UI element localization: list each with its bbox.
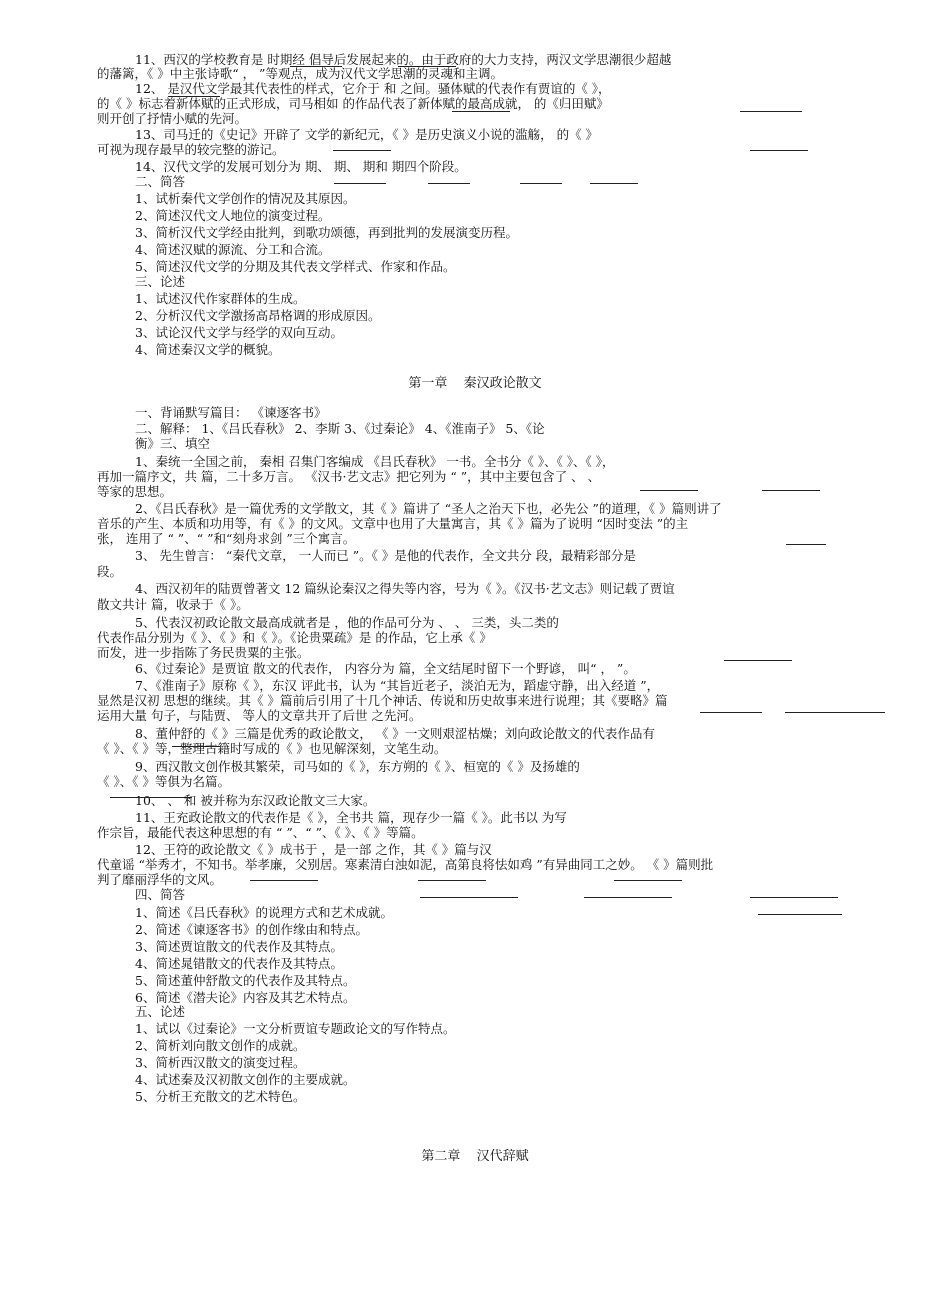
text-line: 等家的思想。 xyxy=(97,484,173,499)
text-line: 3、 先生曾言： “秦代文章， 一人而已 ”。《 》是他的代表作，全文共分 段，最精彩部分是 xyxy=(135,548,636,563)
fill-blank xyxy=(740,111,802,112)
text-line: 3、简析西汉散文的演变过程。 xyxy=(135,1055,306,1070)
text-line: 3、试论汉代文学与经学的双向互动。 xyxy=(135,325,343,340)
text-line: 2、简述汉代文人地位的演变过程。 xyxy=(135,208,331,223)
text-line: 5、代表汉初政论散文最高成就者是 ，他的作品可分为 、 、 三类，头二类的 xyxy=(135,615,559,630)
fill-blank xyxy=(110,797,192,798)
text-line: 1、试析秦代文学创作的情况及其原因。 xyxy=(135,191,356,206)
text-line: 《 》、《 》等，整理古籍时写成的《 》也见解深刻，文笔生动。 xyxy=(97,741,447,756)
text-line: 1、试以《过秦论》一文分析贾谊专题政论文的写作特点。 xyxy=(135,1021,456,1036)
text-line: 段。 xyxy=(97,564,123,579)
text-line: 4、试述秦及汉初散文创作的主要成就。 xyxy=(135,1072,356,1087)
section-heading: 五、论述 xyxy=(135,1004,186,1019)
text-line: 代表作品分别为《 》、《 》和《 》。《论贵粟疏》是 的作品，它上承《 》 xyxy=(97,630,492,645)
text-line: 再加一篇序文，共 篇，二十多万言。 《汉书·艺文志》把它列为 “ ”，其中主要包含了 、 、 xyxy=(97,469,601,484)
text-line: 9、西汉散文创作极其繁荣，司马如的《 》，东方朔的《 》、桓宽的《 》及扬雄的 xyxy=(135,759,580,774)
text-line: 运用大量 句子，与陆贾、 等人的文章共开了后世 之先河。 xyxy=(97,708,422,723)
text-line: 4、简述汉赋的源流、分工和合流。 xyxy=(135,242,331,257)
fill-blank xyxy=(172,746,220,747)
section-heading: 三、论述 xyxy=(135,274,186,289)
chapter-number: 第一章 xyxy=(408,376,448,391)
text-line: 6、《过秦论》是贾谊 散文的代表作， 内容分为 篇，全文结尾时留下一个野谚， 叫“ ， ”。 xyxy=(135,661,636,676)
text-line: 7、《淮南子》原称《 》，东汉 评此书，认为 “其旨近老子，淡泊无为，蹈虚守静，出入经道 ”， xyxy=(135,678,660,693)
text-line: 则开创了抒情小赋的先河。 xyxy=(97,111,248,126)
text-line: 音乐的产生、本质和功用等，有《 》的文风。文章中也用了大量寓言，其《 》篇为了说明 “因时变法 ”的主 xyxy=(97,516,689,531)
text-line: 2、简析刘向散文创作的成就。 xyxy=(135,1038,306,1053)
fill-blank xyxy=(785,712,885,713)
fill-blank xyxy=(762,490,820,491)
text-line: 的《 》标志着新体赋的正式形成，司马相如 的作品代表了新体赋的最高成就， 的《归田赋》 xyxy=(97,96,609,111)
chapter-heading xyxy=(0,1149,950,1164)
text-line: 5、分析王充散文的艺术特色。 xyxy=(135,1089,306,1104)
text-line: 10、 、 和 被并称为东汉政论散文三大家。 xyxy=(135,793,376,808)
section-heading: 四、简答 xyxy=(135,887,186,902)
fill-blank xyxy=(520,183,562,184)
fill-blank xyxy=(750,150,808,151)
text-line: 2、简述《谏逐客书》的创作缘由和特点。 xyxy=(135,922,368,937)
fill-blank xyxy=(290,66,342,67)
text-line: 可视为现存最早的较完整的游记。 xyxy=(97,142,285,157)
chapter-number: 第二章 xyxy=(421,1149,461,1164)
fill-blank xyxy=(333,150,391,151)
text-line: 的藩篱，《 》中主张诗歌“ ， ”等观点，成为汉代文学思潮的灵魂和主调。 xyxy=(97,66,503,81)
fill-blank xyxy=(590,183,638,184)
text-line: 8、董仲舒的《 》三篇是优秀的政论散文， 《 》一文则艰涩枯燥；刘向政论散文的代表作品有 xyxy=(135,726,655,741)
fill-blank xyxy=(334,183,386,184)
fill-blank xyxy=(420,897,518,898)
text-line: 作宗旨，最能代表这种思想的有 “ ”、“ ”、《 》、《 》等篇。 xyxy=(97,825,424,840)
text-line: 散文共计 篇，收录于《 》。 xyxy=(97,597,249,612)
text-line: 6、简述《潜夫论》内容及其艺术特点。 xyxy=(135,990,356,1005)
text-line: 1、秦统一全国之前， 秦相 召集门客编成 《吕氏春秋》 一书。全书分《 》、《 》、《 》， xyxy=(135,454,615,469)
text-line: 4、简述晁错散文的代表作及其特点。 xyxy=(135,956,343,971)
text-line: 一、背诵默写篇目： 《谏逐客书》 xyxy=(135,405,327,420)
text-line: 13、司马迁的《史记》开辟了 文学的新纪元，《 》是历史演义小说的滥觞， 的《 》 xyxy=(135,127,599,142)
text-line: 张， 连用了 “ ”、“ ”和“刻舟求剑 ”三个寓言。 xyxy=(97,531,356,546)
section-heading: 二、简答 xyxy=(135,174,186,189)
text-line: 2、《吕氏春秋》是一篇优秀的文学散文，其《 》篇讲了 “圣人之治天下也，必先公 ”的道理，《 》篇则讲了 xyxy=(135,501,722,516)
fill-blank xyxy=(418,880,486,881)
text-line: 《 》、《 》等俱为名篇。 xyxy=(97,774,230,789)
text-line: 14、汉代文学的发展可划分为 期、 期、 期和 期四个阶段。 xyxy=(135,159,467,174)
text-line: 显然是汉初 思想的继续。其《 》篇前后引用了十几个神话、传说和历史故事来进行说理；其《要略》篇 xyxy=(97,693,668,708)
text-line: 4、西汉初年的陆贾曾著文 12 篇纵论秦汉之得失等内容，号为《 》。《汉书·艺文志》则记载了贾谊 xyxy=(135,581,675,596)
text-line: 1、简述《吕氏春秋》的说理方式和艺术成就。 xyxy=(135,905,393,920)
text-line: 判了靡丽浮华的文风。 xyxy=(97,872,223,887)
text-line: 12、王符的政论散文《 》成书于 ，是一部 之作，其《 》篇与汉 xyxy=(135,842,492,857)
chapter-title: 秦汉政论散文 xyxy=(463,376,542,391)
fill-blank xyxy=(758,914,842,915)
text-line: 1、试述汉代作家群体的生成。 xyxy=(135,291,306,306)
chapter-title: 汉代辞赋 xyxy=(476,1149,529,1164)
text-line: 11、西汉的学校教育是 时期经 倡导后发展起来的。由于政府的大力支持，两汉文学思潮很少超越 xyxy=(135,52,672,67)
text-line: 12、 是汉代文学最其代表性的样式，它介于 和 之间。骚体赋的代表作有贾谊的《 》， xyxy=(135,81,611,96)
fill-blank xyxy=(452,111,510,112)
fill-blank xyxy=(700,712,762,713)
fill-blank xyxy=(724,660,792,661)
text-line: 3、简析汉代文学经由批判，到歌功颂德，再到批判的发展演变历程。 xyxy=(135,225,518,240)
fill-blank xyxy=(584,897,672,898)
text-line: 衡》三、填空 xyxy=(135,436,211,451)
fill-blank xyxy=(428,183,470,184)
fill-blank xyxy=(786,544,826,545)
text-line: 二、解释： 1、《吕氏春秋》 2、李斯 3、《过秦论》 4、《淮南子》 5、《论 xyxy=(135,421,545,436)
text-line: 5、简述汉代文学的分期及其代表文学样式、作家和作品。 xyxy=(135,259,456,274)
text-line: 而发，进一步指陈了务民贵粟的主张。 xyxy=(97,645,310,660)
fill-blank xyxy=(168,96,220,97)
fill-blank xyxy=(398,66,456,67)
chapter-heading xyxy=(0,376,950,391)
fill-blank xyxy=(750,897,838,898)
text-line: 2、分析汉代文学激扬高昂格调的形成原因。 xyxy=(135,308,381,323)
fill-blank xyxy=(614,880,682,881)
fill-blank xyxy=(250,880,318,881)
text-line: 4、简述秦汉文学的概貌。 xyxy=(135,342,281,357)
text-line: 代童谣 “举秀才，不知书。举孝廉，父别居。寒素清白浊如泥，高第良将怯如鸡 ”有异曲同工之妙。 《 》篇则批 xyxy=(97,857,714,872)
text-line: 11、王充政论散文的代表作是《 》，全书共 篇，现存少一篇《 》。此书以 为写 xyxy=(135,810,567,825)
text-line: 5、简述董仲舒散文的代表作及其特点。 xyxy=(135,973,356,988)
fill-blank xyxy=(640,490,698,491)
text-line: 3、简述贾谊散文的代表作及其特点。 xyxy=(135,939,343,954)
